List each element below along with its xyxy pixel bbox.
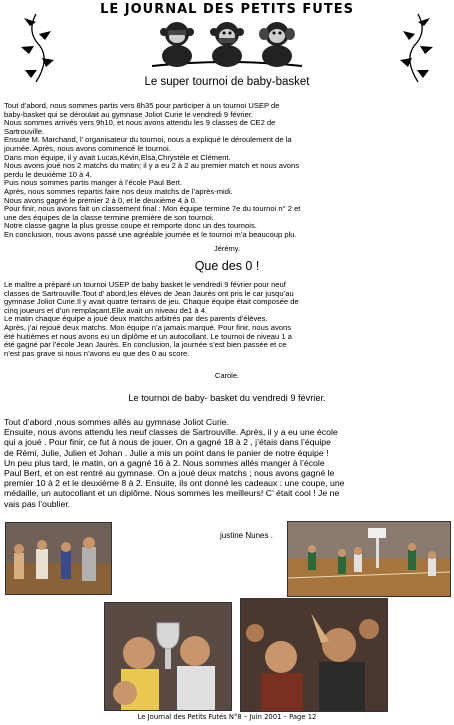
article1-line: Après, nous sommes repartis faire nos deux matchs de l’après-midi. <box>4 187 233 196</box>
article3-line: premier 10 à 2 et le deuxième 8 à 2. Ensuite, ils ont donné les cadeaux : une coupe, une <box>4 478 345 489</box>
article3-body <box>4 417 450 509</box>
photo-basketball-game <box>287 521 451 597</box>
article1-line: Nous avons gagné le premier 2 à 0, et le deuxième 4 à 0. <box>4 196 197 205</box>
right-vine-icon <box>388 12 448 84</box>
article1-line: Nous sommes arrivés vers 9h10, et nous avons attendu les 9 classes de CE2 de <box>4 119 276 128</box>
photo-gym-children <box>5 522 112 595</box>
article2-line: été huitièmes et nous avons eu un diplôme et un autocollant. Le tournoi de niveau 1 a <box>4 332 292 341</box>
article1-line: Pour finir, nous avons fait un classement final : Mon équipe termine 7e du tournoi n° 2 et <box>4 205 301 214</box>
article1-line: une des équipes de la classe termine première de son tournoi. <box>4 213 214 222</box>
article3-title: Le tournoi de baby- basket du vendredi 9 février. <box>128 393 326 403</box>
article3-line: Un peu plus tard, le matin, on a gagné 16 à 2. Nous sommes allés manger à l’école <box>4 457 325 468</box>
article1-line: perdu le deuxième 10 à 4. <box>4 170 92 179</box>
page-footer: Le Journal des Petits Futés N°8 – Juin 2001 – Page 12 <box>137 713 317 721</box>
article1-title: Le super tournoi de baby-basket <box>144 76 310 88</box>
article1-line: Sartrouville. <box>4 127 45 136</box>
article2-line: Le matin chaque équipe a joué deux matchs arbitrés par des parents d’élèves. <box>4 315 268 324</box>
photo-children-cheering <box>240 598 388 712</box>
article2-line: été gagné par l’école Jean Jaurès. En conclusion, la journée s’est bien passée et ce <box>4 341 287 350</box>
article2-line: classes de Sartrouville.Tout d’ abord,les élèves de Jean Jaurès ont pris le car jusqu’au <box>4 289 294 298</box>
article3-line: qui a joué . Pour finir, ce fut à nous de jouer. On a gagné 18 à 2 , j’étais dans l’équipe <box>4 437 331 448</box>
article3-line: de Rémi, Julie, Julien et Johan . Julie a mis un point dans le panier de notre équipe ! <box>4 447 329 458</box>
three-monkeys-logo-icon <box>150 18 304 70</box>
article2-line: Le maître a préparé un tournoi USEP de baby basket le vendredi 9 février pour neuf <box>4 281 286 289</box>
article2-line: cinq joueurs et d’un remplaçant.Elle avait un niveau de1 à 4. <box>4 306 208 315</box>
article1-line: Puis nous sommes partis manger à l’école Paul Bert. <box>4 179 183 188</box>
article1-line: journée. Après, nous avons commencé le tournoi. <box>4 144 171 153</box>
article2-author: Carole. <box>214 371 240 380</box>
left-vine-icon <box>6 12 66 84</box>
article1-line: En conclusion, nous avons passé une agréable journée et le tournoi m’a beaucoup plu. <box>4 230 297 239</box>
article3-line: médaille, un autocollant et un diplôme. Nous sommes les meilleurs! C’ était cool ! Je ne <box>4 488 340 499</box>
article1-line: Tout d’abord, nous sommes partis vers 8h35 pour participer à un tournoi USEP de <box>4 102 280 110</box>
article3-line: Tout d’abord ,nous sommes allés au gymnase Joliot Curie. <box>4 417 230 427</box>
photo-icon <box>6 523 111 594</box>
article3-line: vais pas l’oublier. <box>4 498 71 509</box>
article3-line: Ensuite, nous avons attendu les neuf classes de Sartrouville. Après, il y a eu une école <box>4 427 338 438</box>
article1-body <box>4 102 450 240</box>
article1-line: Notre classe gagne la plus grosse coupe et remporte donc un des tournois. <box>4 222 257 231</box>
article2-line: n’est pas grave si nous n’avons eu que des 0 au score. <box>4 349 190 358</box>
article1-line: Ensuite M. Marchand, l’ organisateur du tournoi, nous a expliqué le déroulement de la <box>4 136 292 145</box>
photo-icon <box>288 522 450 596</box>
article2-body <box>4 281 450 358</box>
article3-author: justine Nunes . <box>220 531 273 540</box>
article1-author: Jérémy. <box>213 244 241 253</box>
article2-line: gymnase Joliot Curie.Il y avait quatre terrains de jeu. Chaque équipe était composée de <box>4 298 299 307</box>
article2-title: Que des 0 ! <box>194 259 260 273</box>
photo-trophy-cup <box>104 602 232 711</box>
article1-line: Dans mon équipe, il y avait Lucas,Kévin,Elsa,Chrystèle et Clément. <box>4 153 231 162</box>
article2-line: Après, j’ai rejoué deux matchs. Mon équipe n’a jamais marqué. Pour finir, nous avons <box>4 323 292 332</box>
article3-line: Paul Bert, et on est rentré au gymnase. On a joué deux matchs ; nous avons gagné le <box>4 468 335 479</box>
article1-line: baby-basket qui se déroulait au gymnase Joliot Curie le vendredi 9 février. <box>4 110 254 119</box>
journal-title: LE JOURNAL DES PETITS FUTES <box>100 2 354 17</box>
article1-line: Nous avons joué nos 2 matchs du matin; il y a eu 2 à 2 au premier match et nous avons <box>4 162 300 171</box>
photo-icon <box>105 603 231 710</box>
photo-icon <box>241 599 387 711</box>
